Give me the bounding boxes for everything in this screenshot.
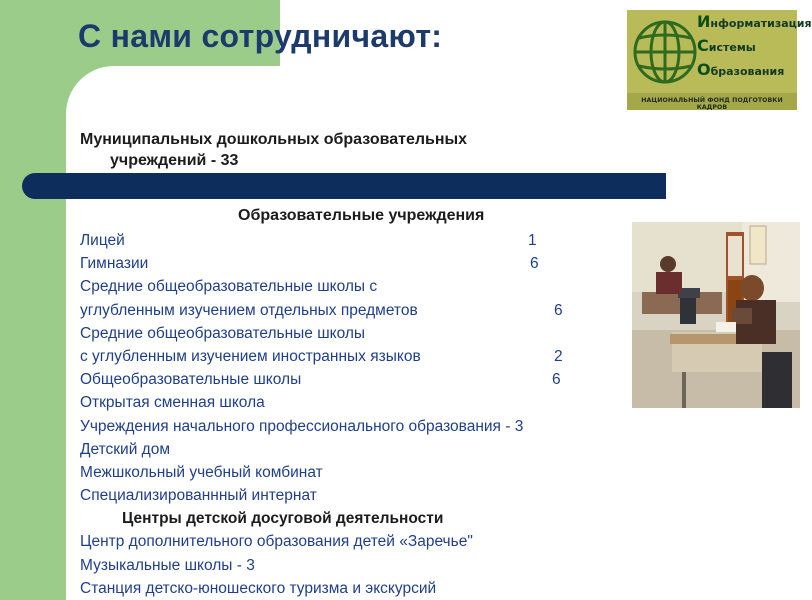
logo: [627, 10, 812, 111]
list-item-count: 6: [530, 255, 539, 273]
logo-line-1: Информатизация: [697, 12, 812, 31]
office-photo: [632, 222, 800, 408]
list-item: [80, 368, 670, 391]
logo-line-3: Образования: [697, 60, 785, 79]
list-item: [80, 577, 670, 600]
list-item-count: 6: [554, 301, 563, 319]
list-item-count: 1: [528, 232, 537, 249]
slide-title: С нами сотрудничают:: [78, 18, 443, 54]
institutions-list: [80, 229, 670, 600]
list-item-text: Средние общеобразовательные школы: [80, 324, 366, 342]
list-item: [80, 252, 670, 275]
logo-caption: НАЦИОНАЛЬНЫЙ ФОНД ПОДГОТОВКИ КАДРОВ: [641, 97, 783, 111]
divider-bar: [22, 173, 666, 199]
logo-line-2: Системы: [697, 36, 756, 55]
list-item: [80, 391, 670, 414]
list-item: [80, 345, 670, 368]
list-item: [80, 229, 670, 252]
list-item: [80, 299, 670, 322]
list-item-text: Лицей: [80, 232, 125, 249]
list-item-text: Открытая сменная школа: [80, 394, 265, 412]
list-item-text: Станция детско-юношеского туризма и экскурсий: [80, 579, 437, 597]
subheading-line-2: учреждений - 33: [110, 152, 239, 169]
office-photo-illustration: [632, 222, 800, 408]
list-item: [80, 322, 670, 345]
list-item-text: Учреждения начального профессионального образования - 3: [80, 417, 524, 435]
section-heading-institutions: Образовательные учреждения: [238, 207, 485, 224]
list-item-text: Общеобразовательные школы: [80, 371, 302, 389]
list-item-text: углубленным изучением отдельных предметов: [80, 301, 418, 319]
list-item-text: Музыкальные школы - 3: [80, 556, 255, 574]
list-item-text: с углубленным изучением иностранных языков: [80, 347, 421, 365]
section-heading-leisure-centers: Центры детской досуговой деятельности: [122, 510, 444, 528]
list-item-text: Гимназии: [80, 255, 149, 273]
list-item: [80, 484, 670, 507]
list-item: [80, 275, 670, 298]
preschool-subheading: [80, 129, 640, 171]
list-item: [80, 530, 670, 553]
list-item: [80, 554, 670, 577]
list-item-text: Специализированнный интернат: [80, 487, 317, 505]
list-item-text: Центр дополнительного образования детей «Заречье": [80, 533, 473, 551]
list-item-text: Межшкольный учебный комбинат: [80, 463, 323, 481]
list-item-count: 2: [554, 347, 563, 365]
subheading-line-1: Муниципальных дошкольных образовательных: [80, 131, 468, 148]
list-item: [80, 415, 670, 438]
list-item: [80, 461, 670, 484]
list-item-text: Средние общеобразовательные школы с: [80, 278, 378, 296]
list-item-text: Детский дом: [80, 440, 171, 458]
list-item: [80, 438, 670, 461]
list-item-count: 6: [552, 371, 561, 389]
